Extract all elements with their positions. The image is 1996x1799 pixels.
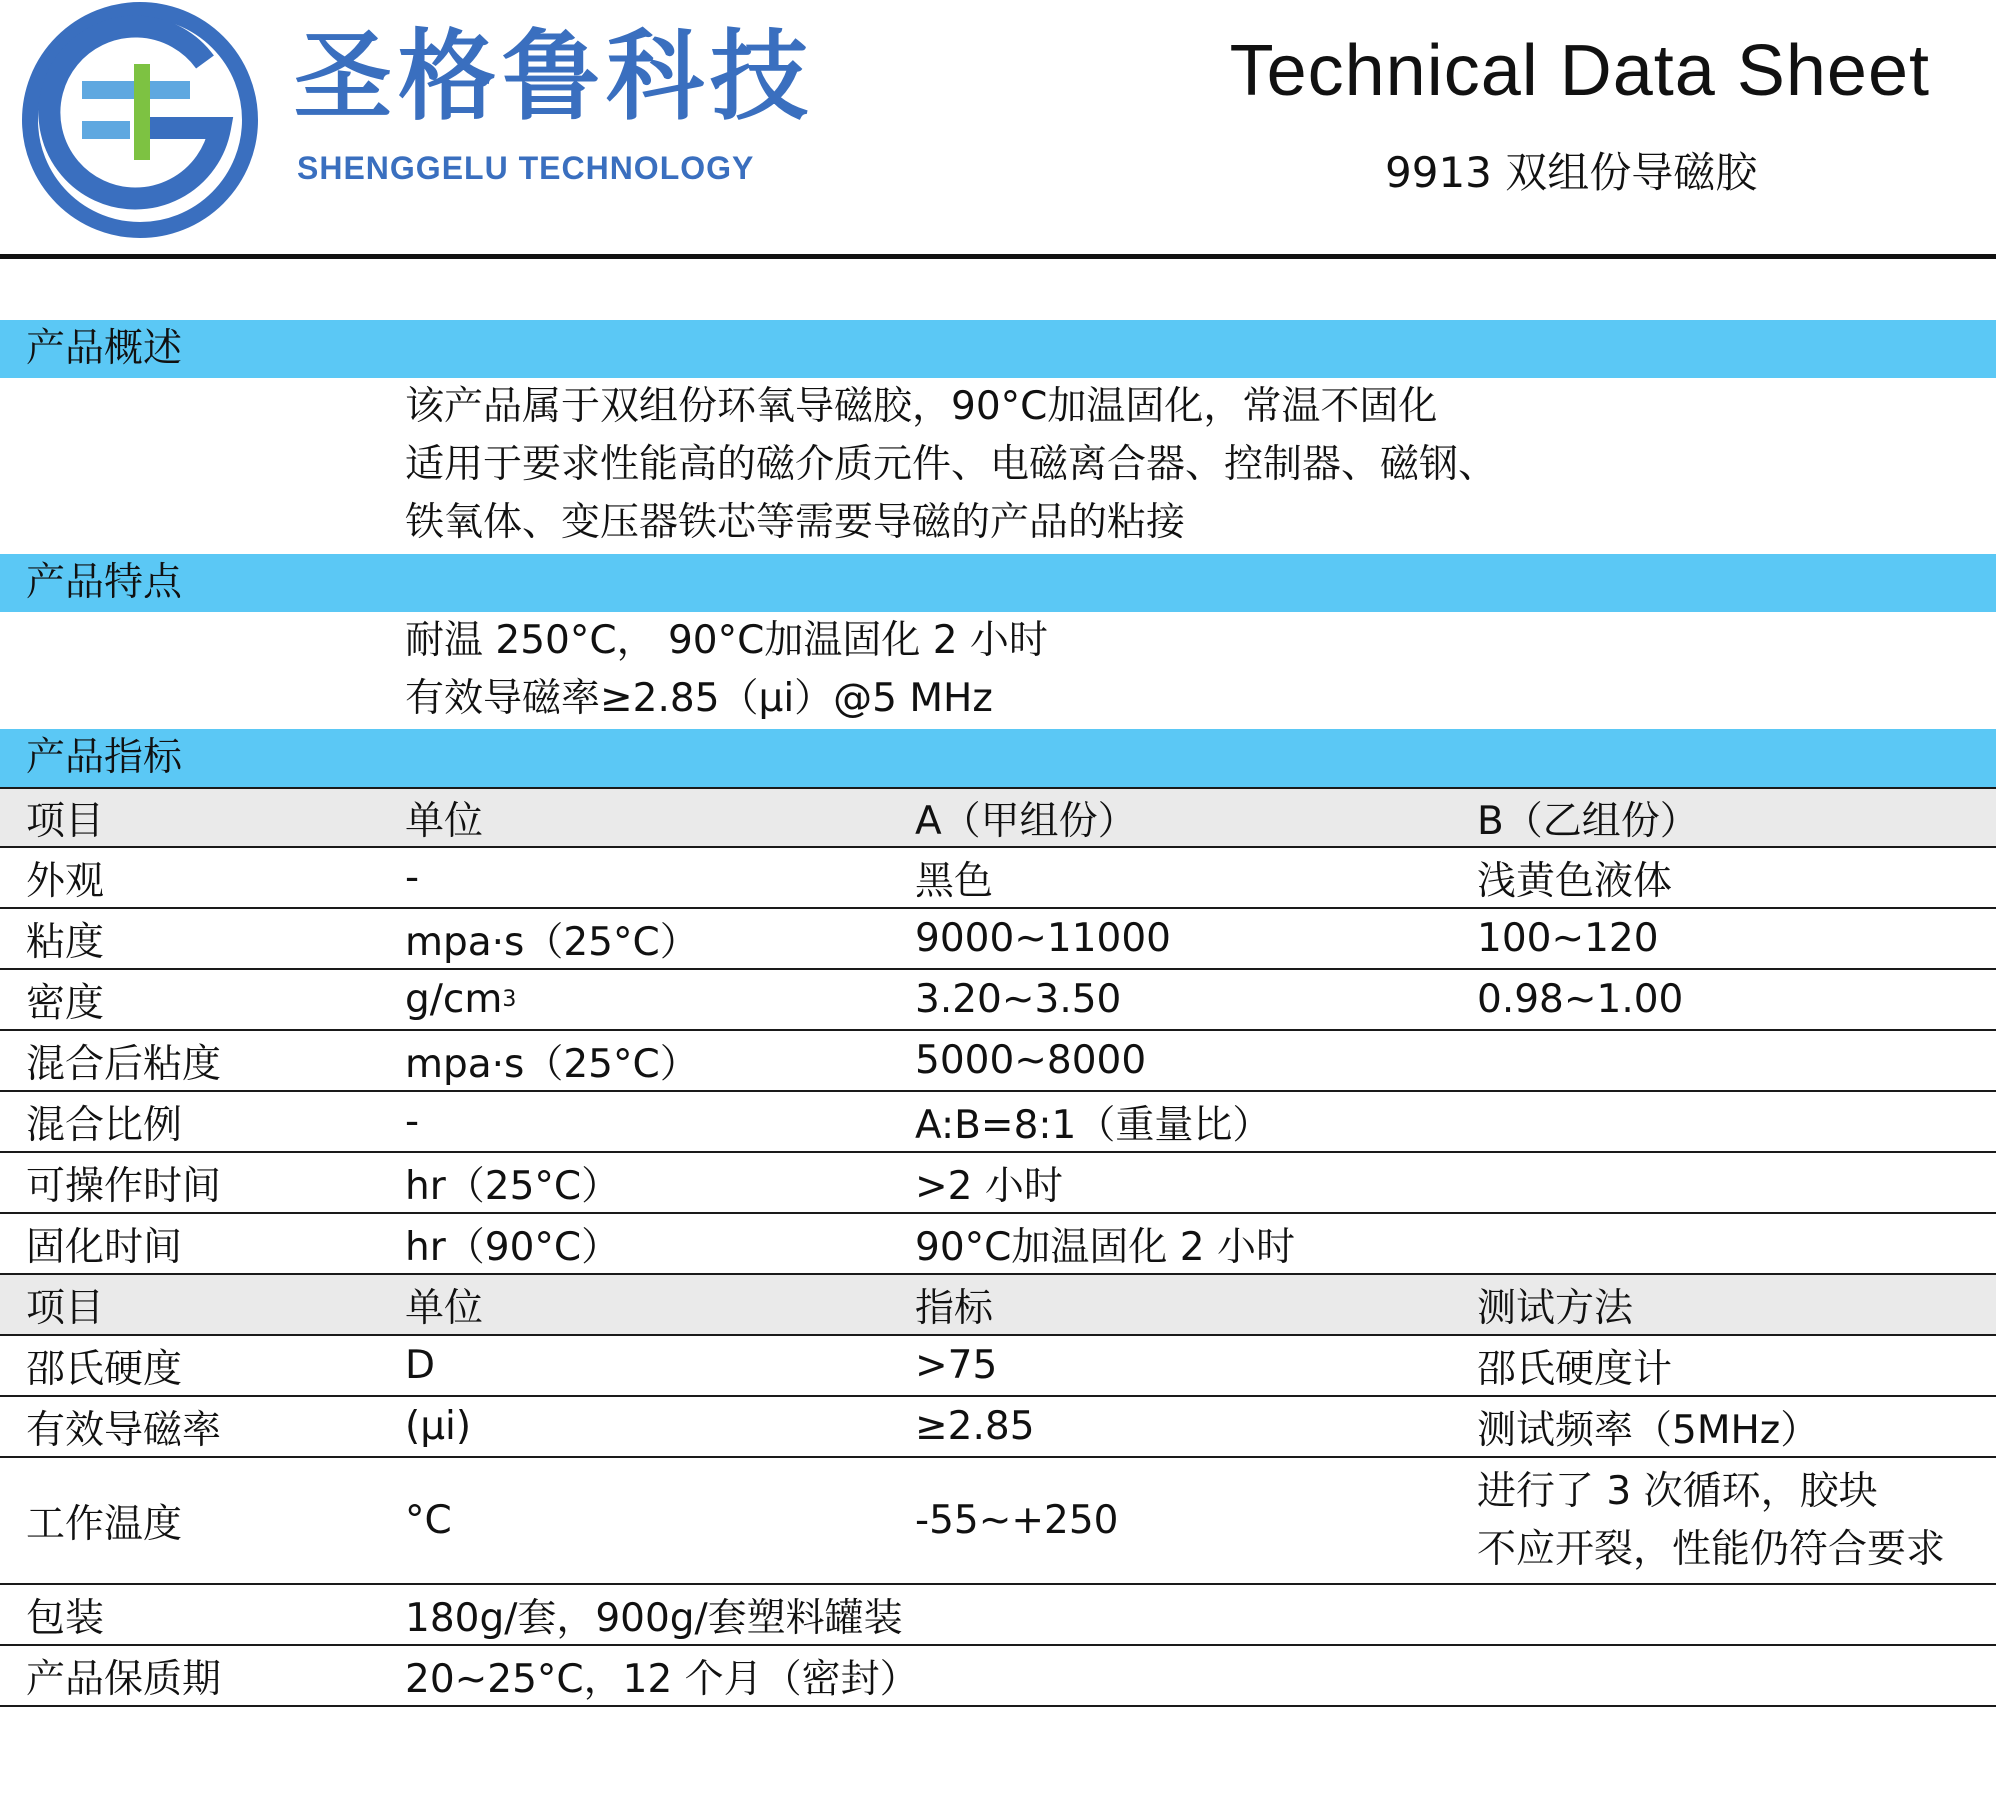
table2-header-row — [0, 1275, 1996, 1336]
document-title: Technical Data Sheet — [1229, 31, 1930, 111]
table-row — [0, 1153, 1996, 1214]
value-a-cell: >2 小时 — [915, 1163, 1063, 1209]
company-logo-icon — [20, 0, 260, 240]
method-stack — [1477, 1463, 1945, 1579]
unit-cell: D — [405, 1343, 436, 1388]
method-cell — [1477, 1458, 1945, 1583]
unit-cell: - — [405, 855, 420, 900]
item-cell: 有效导磁率 — [26, 1407, 222, 1453]
unit-cell: mpa·s（25°C） — [405, 919, 699, 965]
item-cell: 包装 — [26, 1595, 105, 1641]
item-cell: 邵氏硬度 — [26, 1346, 183, 1392]
spec-cell: >75 — [915, 1343, 998, 1388]
section-features-header: 产品特点 — [0, 554, 1996, 612]
table-row — [0, 848, 1996, 909]
value-a-cell: 3.20~3.50 — [915, 977, 1122, 1022]
unit-cell: g/cm 3 — [405, 977, 517, 1022]
table-row — [0, 1092, 1996, 1153]
value-a-cell: 黑色 — [915, 858, 994, 904]
value-cell: 20~25°C，12 个月（密封） — [405, 1656, 919, 1702]
header-cell: 单位 — [405, 1285, 484, 1331]
header-divider — [0, 254, 1996, 259]
table-row — [0, 1214, 1996, 1275]
feature-line: 有效导磁率≥2.85（μi）@5 MHz — [405, 676, 993, 721]
table-row — [0, 909, 1996, 970]
table-row — [0, 1397, 1996, 1458]
feature-line: 耐温 250°C， 90°C加温固化 2 小时 — [405, 618, 1048, 663]
table-row — [0, 1031, 1996, 1092]
unit-cell: °C — [405, 1498, 452, 1543]
table-row — [0, 970, 1996, 1031]
method-line: 进行了 3 次循环，胶块 — [1477, 1468, 1878, 1514]
unit-cell: hr（90°C） — [405, 1224, 621, 1270]
section-specs-header: 产品指标 — [0, 729, 1996, 787]
brand-name-en: SHENGGELU TECHNOLOGY — [297, 150, 755, 186]
unit-text: g/cm — [405, 977, 503, 1022]
section-overview-header: 产品概述 — [0, 320, 1996, 378]
header-cell: 测试方法 — [1477, 1285, 1634, 1331]
table-row — [0, 1585, 1996, 1646]
method-line: 不应开裂，性能仍符合要求 — [1477, 1526, 1946, 1572]
item-cell: 固化时间 — [26, 1224, 183, 1270]
value-a-cell: 9000~11000 — [915, 916, 1171, 961]
features-text — [0, 612, 1996, 729]
unit-cell: mpa·s（25°C） — [405, 1041, 699, 1087]
header-cell: B（乙组份） — [1477, 798, 1699, 844]
product-subtitle: 9913 双组份导磁胶 — [1385, 148, 1758, 197]
header-cell: 单位 — [405, 798, 484, 844]
value-a-cell: A:B=8:1（重量比） — [915, 1102, 1272, 1148]
item-cell: 混合后粘度 — [26, 1041, 222, 1087]
header-cell: 项目 — [26, 798, 105, 844]
value-b-cell: 浅黄色液体 — [1477, 858, 1673, 904]
item-cell: 混合比例 — [26, 1102, 183, 1148]
item-cell: 工作温度 — [26, 1501, 183, 1547]
overview-line: 适用于要求性能高的磁介质元件、电磁离合器、控制器、磁钢、 — [405, 442, 1498, 487]
overview-line: 该产品属于双组份环氧导磁胶，90°C加温固化，常温不固化 — [405, 384, 1438, 429]
data-sheet — [0, 320, 1996, 1707]
table-row — [0, 1458, 1996, 1585]
value-cell: 180g/套，900g/套塑料罐装 — [405, 1595, 903, 1641]
unit-cell: - — [405, 1099, 420, 1144]
value-a-cell: 5000~8000 — [915, 1038, 1147, 1083]
table-row — [0, 1336, 1996, 1397]
header-cell: A（甲组份） — [915, 798, 1137, 844]
header-cell: 指标 — [915, 1285, 994, 1331]
spec-cell: -55~+250 — [915, 1498, 1119, 1543]
value-a-cell: 90°C加温固化 2 小时 — [915, 1224, 1295, 1270]
overview-line: 铁氧体、变压器铁芯等需要导磁的产品的粘接 — [405, 500, 1186, 545]
value-b-cell: 100~120 — [1477, 916, 1659, 961]
table1-header-row — [0, 787, 1996, 848]
item-cell: 产品保质期 — [26, 1656, 222, 1702]
brand-name-cn: 圣格鲁科技 — [294, 20, 815, 134]
table-row — [0, 1646, 1996, 1707]
value-b-cell: 0.98~1.00 — [1477, 977, 1684, 1022]
unit-cell: (μi) — [405, 1404, 472, 1449]
overview-text — [0, 378, 1996, 554]
method-cell: 邵氏硬度计 — [1477, 1346, 1673, 1392]
item-cell: 粘度 — [26, 919, 105, 965]
header-cell: 项目 — [26, 1285, 105, 1331]
spec-cell: ≥2.85 — [915, 1404, 1035, 1449]
item-cell: 密度 — [26, 980, 105, 1026]
unit-cell: hr（25°C） — [405, 1163, 621, 1209]
method-cell: 测试频率（5MHz） — [1477, 1407, 1820, 1453]
item-cell: 外观 — [26, 858, 105, 904]
item-cell: 可操作时间 — [26, 1163, 222, 1209]
